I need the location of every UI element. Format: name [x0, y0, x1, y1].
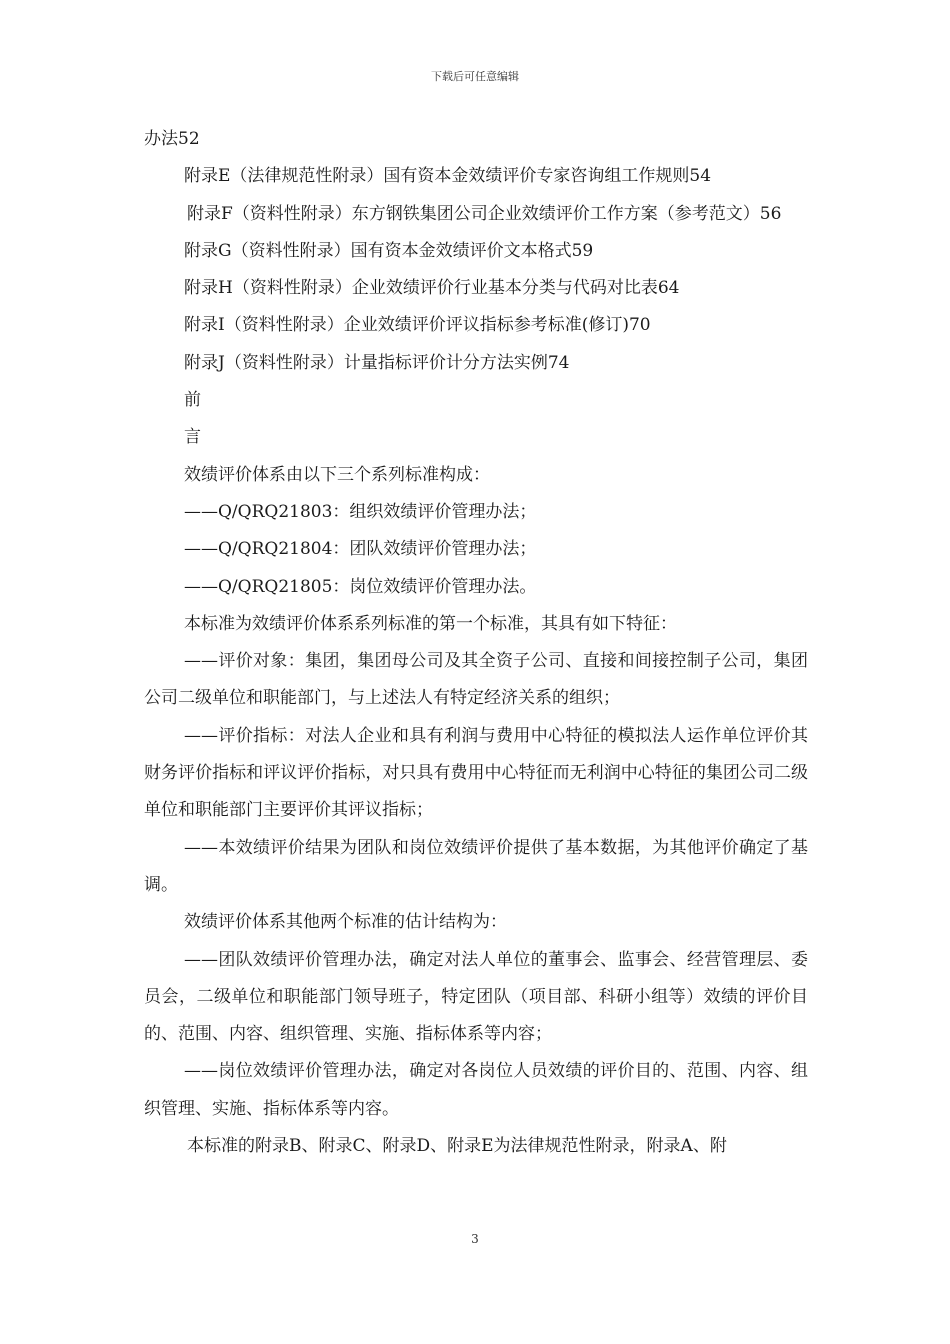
body-list-item: ——岗位效绩评价管理办法，确定对各岗位人员效绩的评价目的、范围、内容、组织管理、实施、指标体系等内容。: [144, 1061, 808, 1119]
body-list-item: ——评价指标：对法人企业和具有利润与费用中心特征的模拟法人运作单位评价其财务评价指标和评议评价指标，对只具有费用中心特征而无利润中心特征的集团公司二级单位和职能部门主要评价其评议指标；: [144, 725, 808, 821]
page-number: 3: [471, 1232, 479, 1246]
body-list-item: ——Q/QRQ21805：岗位效绩评价管理办法。: [184, 576, 537, 597]
toc-entry: 附录E（法律规范性附录）国有资本金效绩评价专家咨询组工作规则54: [184, 166, 712, 187]
toc-entry: 附录I（资料性附录）企业效绩评价评议指标参考标准(修订)70: [184, 315, 651, 336]
page-header: 下载后可任意编辑: [431, 70, 519, 83]
toc-entry: 附录G（资料性附录）国有资本金效绩评价文本格式59: [184, 240, 594, 261]
preface-title-char2: 言: [184, 427, 201, 448]
document-body: [144, 121, 808, 1165]
toc-entry: 办法52: [144, 129, 200, 149]
body-list-item: ——Q/QRQ21803：组织效绩评价管理办法；: [184, 501, 537, 522]
body-list-item: ——评价对象：集团，集团母公司及其全资子公司、直接和间接控制子公司，集团公司二级单位和职能部门，与上述法人有特定经济关系的组织；: [144, 651, 808, 709]
body-list-item: ——Q/QRQ21804：团队效绩评价管理办法；: [184, 539, 537, 560]
toc-entry: 附录F（资料性附录）东方钢铁集团公司企业效绩评价工作方案（参考范文）56: [187, 203, 782, 224]
body-list-item: ——团队效绩评价管理办法，确定对法人单位的董事会、监事会、经营管理层、委员会，二级单位和职能部门领导班子，特定团队（项目部、科研小组等）效绩的评价目的、范围、内容、组织管理、实施、指标体系等内容；: [144, 949, 808, 1045]
body-paragraph: 本标准为效绩评价体系系列标准的第一个标准，其具有如下特征：: [184, 613, 677, 634]
preface-title-char1: 前: [184, 390, 201, 411]
toc-entry: 附录H（资料性附录）企业效绩评价行业基本分类与代码对比表64: [184, 278, 680, 299]
body-list-item: ——本效绩评价结果为团队和岗位效绩评价提供了基本数据，为其他评价确定了基调。: [144, 837, 808, 895]
body-paragraph: 效绩评价体系其他两个标准的估计结构为：: [184, 912, 507, 933]
body-paragraph: 效绩评价体系由以下三个系列标准构成：: [184, 464, 490, 485]
body-paragraph: 本标准的附录B、附录C、附录D、附录E为法律规范性附录，附录A、附: [187, 1136, 727, 1157]
toc-entry: 附录J（资料性附录）计量指标评价计分方法实例74: [184, 352, 570, 373]
